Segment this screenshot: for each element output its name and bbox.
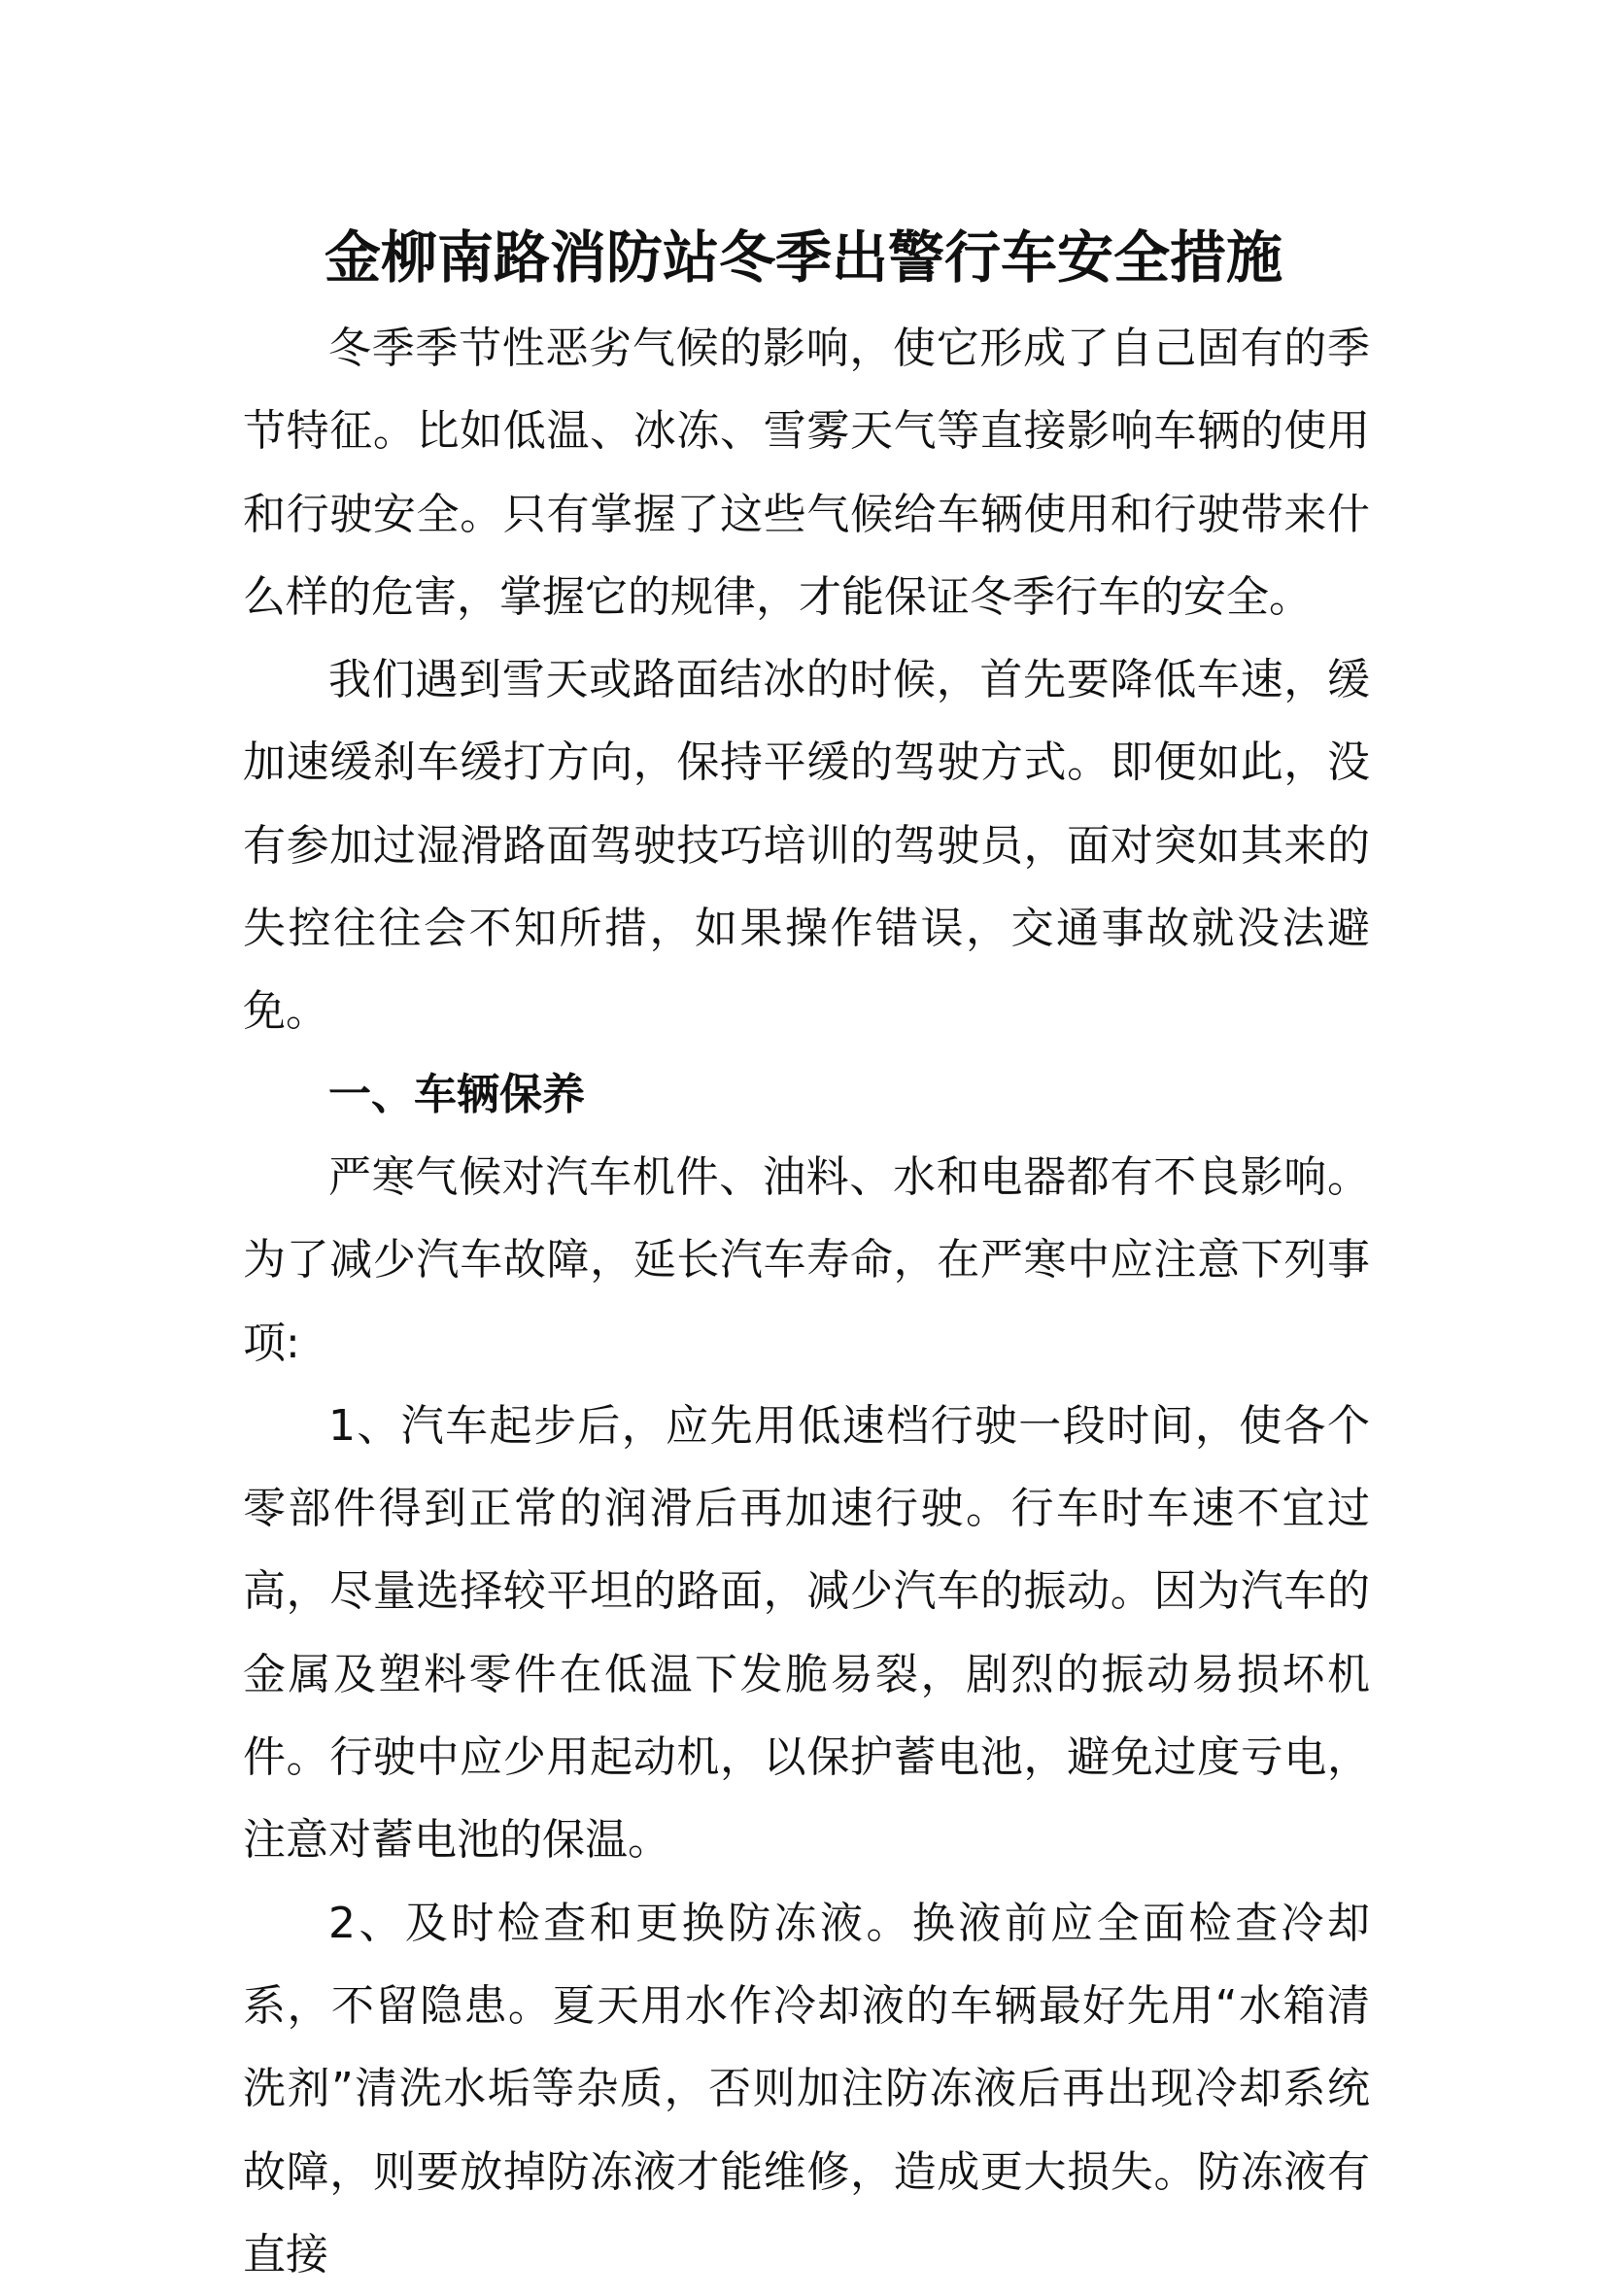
document-title: 金柳南路消防站冬季出警行车安全措施 — [324, 224, 1282, 291]
paragraph-cold-weather-effects: 严寒气候对汽车机件、油料、水和电器都有不良影响。为了减少汽车故障，延长汽车寿命，在严寒中应注意下列事项: — [243, 1151, 1370, 1368]
section-heading-vehicle-maintenance: 一、车辆保养 — [328, 1069, 585, 1119]
paragraph-icy-road-driving: 我们遇到雪天或路面结冰的时候，首先要降低车速，缓加速缓刹车缓打方向，保持平缓的驾驶方式。即便如此，没有参加过湿滑路面驾驶技巧培训的驾驶员，面对突如其来的失控往往会不知所措，如果操作错误，交通事故就没法避免。 — [243, 655, 1370, 1037]
document-body — [243, 307, 1370, 2296]
paragraph-item-2: 2、及时检查和更换防冻液。换液前应全面检查冷却系，不留隐患。夏天用水作冷却液的车辆最好先用“水箱清洗剂”清洗水垢等杂质，否则加注防冻液后再出现冷却系统故障，则要放掉防冻液才能维修，造成更大损失。防冻液有直接 — [243, 1898, 1370, 2279]
paragraph-item-1: 1、汽车起步后，应先用低速档行驶一段时间，使各个零部件得到正常的润滑后再加速行驶。行车时车速不宜过高，尽量选择较平坦的路面，减少汽车的振动。因为汽车的金属及塑料零件在低温下发脆易裂，剧烈的振动易损坏机件。行驶中应少用起动机，以保护蓄电池，避免过度亏电，注意对蓄电池的保温。 — [243, 1400, 1370, 1866]
paragraph-intro: 冬季季节性恶劣气候的影响，使它形成了自己固有的季节特征。比如低温、冰冻、雪雾天气等直接影响车辆的使用和行驶安全。只有掌握了这些气候给车辆使用和行驶带来什么样的危害，掌握它的规律，才能保证冬季行车的安全。 — [243, 324, 1370, 622]
